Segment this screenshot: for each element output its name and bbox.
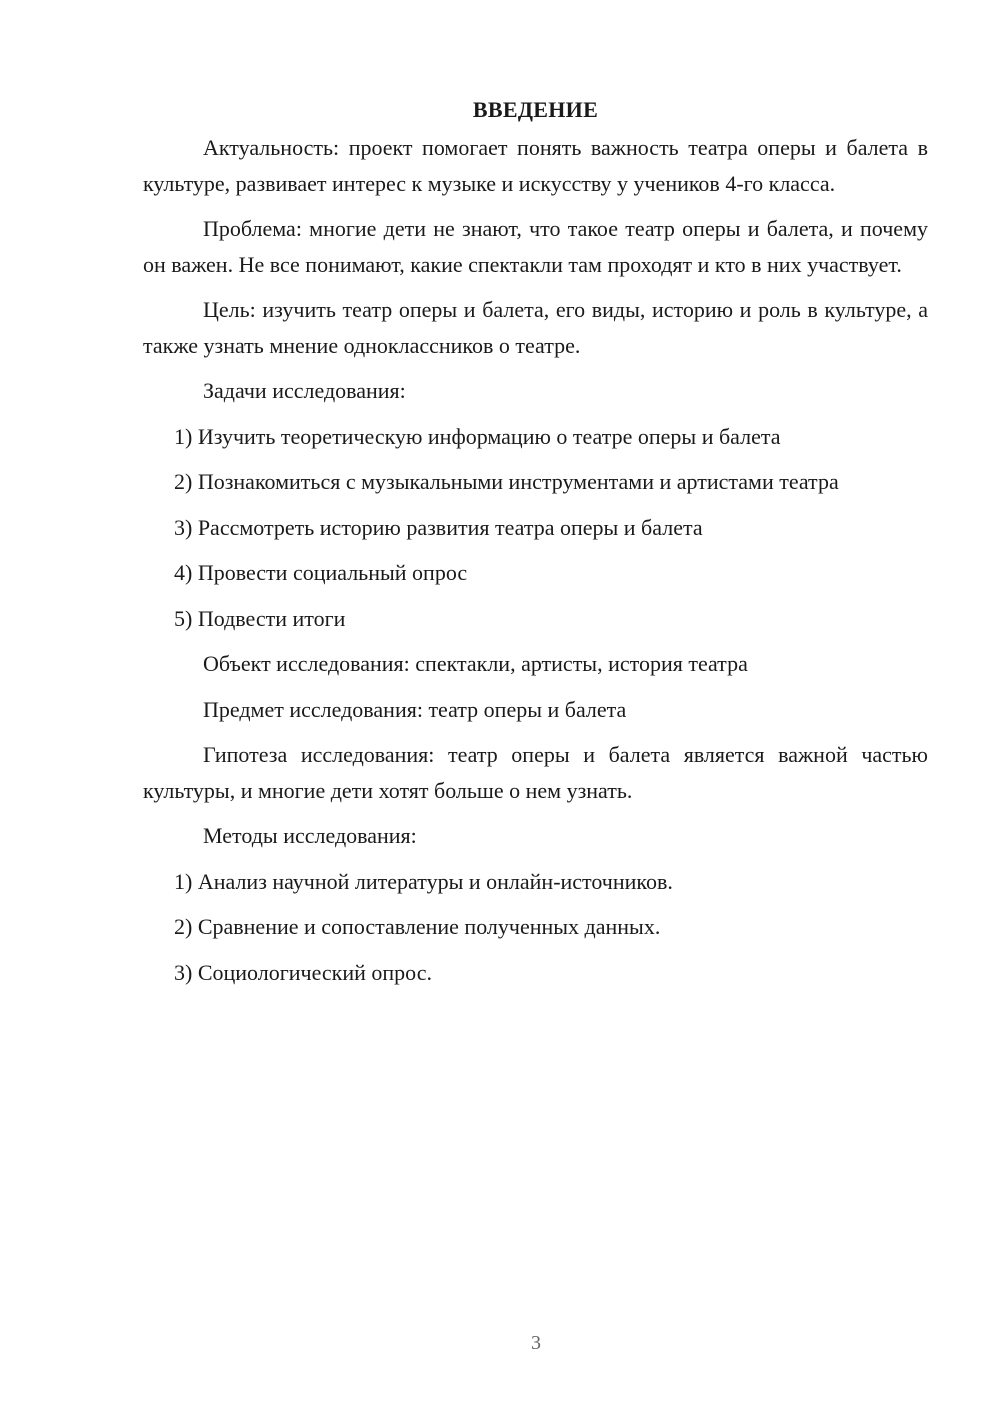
tasks-heading: Задачи исследования:: [203, 378, 406, 403]
page-number: 3: [531, 1332, 541, 1354]
task-item-2: 2) Познакомиться с музыкальными инструментами и артистами театра: [174, 469, 839, 494]
task-item-5: 5) Подвести итоги: [174, 605, 346, 631]
goal-paragraph: Цель: изучить театр оперы и балета, его виды, историю и роль в культуре, а также узнать мнение одноклассников о театре.: [143, 297, 928, 358]
task-item-3: 3) Рассмотреть историю развития театра оперы и балета: [174, 514, 703, 540]
hypothesis-paragraph: Гипотеза исследования: театр оперы и балета является важной частью культуры, и многие дети хотят больше о нем узнать.: [143, 742, 928, 803]
method-item-1: 1) Анализ научной литературы и онлайн-источников.: [174, 868, 673, 894]
section-title: ВВЕДЕНИЕ: [472, 97, 599, 122]
problem-paragraph: Проблема: многие дети не знают, что такое театр оперы и балета, и почему он важен. Не все понимают, какие спектакли там проходят и кто в них участвует.: [143, 216, 928, 277]
subject-paragraph: Предмет исследования: театр оперы и балета: [203, 696, 627, 722]
methods-heading: Методы исследования:: [203, 823, 417, 848]
task-item-4: 4) Провести социальный опрос: [174, 560, 468, 585]
document-page: [143, 90, 928, 1000]
relevance-paragraph: Актуальность: проект помогает понять важность театра оперы и балета в культуре, развивает интерес к музыке и искусству у учеников 4-го класса.: [143, 135, 928, 196]
object-paragraph: Объект исследования: спектакли, артисты, история театра: [203, 651, 748, 676]
method-item-2: 2) Сравнение и сопоставление полученных данных.: [174, 914, 661, 939]
method-item-3: 3) Социологический опрос.: [174, 959, 432, 985]
task-item-1: 1) Изучить теоретическую информацию о театре оперы и балета: [174, 423, 781, 449]
